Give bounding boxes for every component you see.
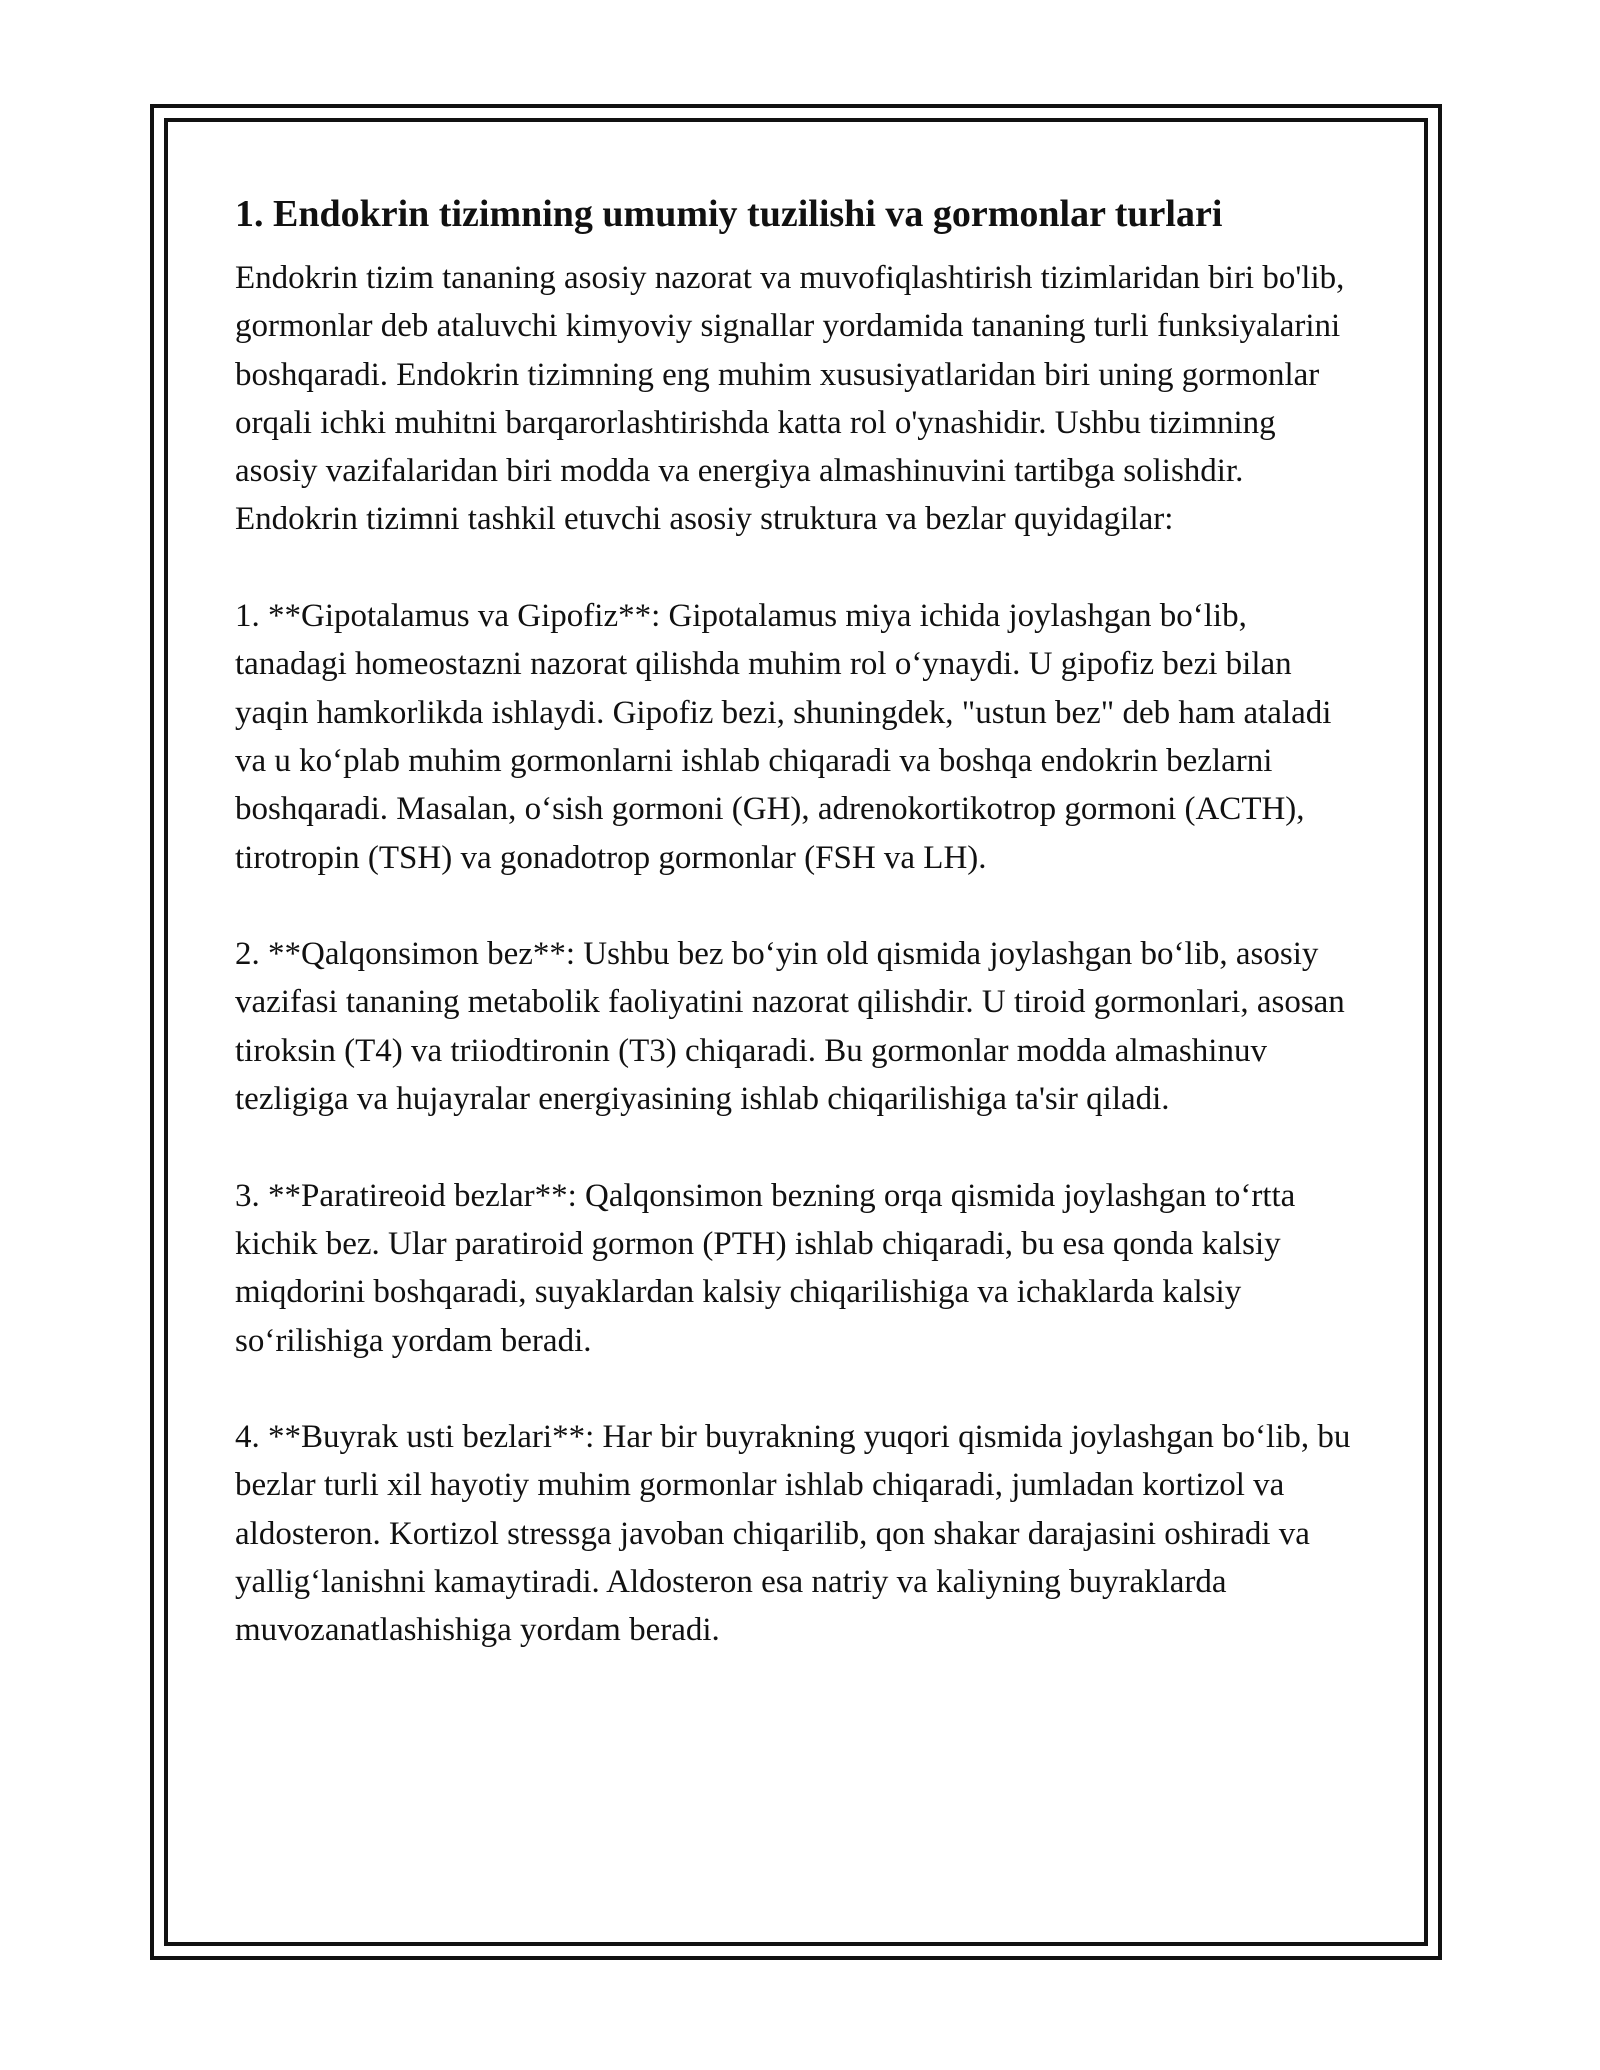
paragraph-gap: [235, 544, 1365, 592]
list-item-qalqonsimon: 2. **Qalqonsimon bez**: Ushbu bez bo‘yin old qismida joylashgan bo‘lib, asosiy vazifasi tananing metabolik faoliyatini nazorat qilishdir. U tiroid gormonlari, asosan tiroksin (T4) va triiodtironin (T3) chiqaradi. Bu gormonlar modda almashinuv tezligiga va hujayralar energiyasining ishlab chiqarilishiga ta'sir qiladi.: [235, 936, 1345, 1118]
paragraph-gap: [235, 882, 1365, 930]
paragraph-gap: [235, 1365, 1365, 1413]
document-body: [235, 188, 1365, 1655]
list-item-buyrak-usti: 4. **Buyrak usti bezlari**: Har bir buyrakning yuqori qismida joylashgan bo‘lib, bu bezlar turli xil hayotiy muhim gormonlar ishlab chiqaradi, jumladan kortizol va aldosteron. Kortizol stressga javoban chiqarilib, qon shakar darajasini oshiradi va yallig‘lanishni kamaytiradi. Aldosteron esa natriy va kaliyning buyraklarda muvozanatlashishiga yordam beradi.: [235, 1419, 1351, 1649]
intro-paragraph: Endokrin tizim tananing asosiy nazorat va muvofiqlashtirish tizimlaridan biri bo'lib, gormonlar deb ataluvchi kimyoviy signallar yordamida tananing turli funksiyalarini boshqaradi. Endokrin tizimning eng muhim xususiyatlaridan biri uning gormonlar orqali ichki muhitni barqarorlashtirishda katta rol o'ynashidir. Ushbu tizimning asosiy vazifalaridan biri modda va energiya almashinuvini tartibga solishdir. Endokrin tizimni tashkil etuvchi asosiy struktura va bezlar quyidagilar:: [235, 260, 1345, 538]
list-item-paratireoid: 3. **Paratireoid bezlar**: Qalqonsimon bezning orqa qismida joylashgan to‘rtta kichik bez. Ular paratiroid gormon (PTH) ishlab chiqaradi, bu esa qonda kalsiy miqdorini boshqaradi, suyaklardan kalsiy chiqarilishiga va ichaklarda kalsiy so‘rilishiga yordam beradi.: [235, 1177, 1296, 1359]
list-item-gipotalamus: 1. **Gipotalamus va Gipofiz**: Gipotalamus miya ichida joylashgan bo‘lib, tanadagi homeostazni nazorat qilishda muhim rol o‘ynaydi. U gipofiz bezi bilan yaqin hamkorlikda ishlaydi. Gipofiz bezi, shuningdek, "ustun bez" deb ham ataladi va u ko‘plab muhim gormonlarni ishlab chiqaradi va boshqa endokrin bezlarni boshqaradi. Masalan, o‘sish gormoni (GH), adrenokortikotrop gormoni (ACTH), tirotropin (TSH) va gonadotrop gormonlar (FSH va LH).: [235, 598, 1332, 876]
section-heading: 1. Endokrin tizimning umumiy tuzilishi va gormonlar turlari: [235, 193, 1223, 235]
paragraph-gap: [235, 1123, 1365, 1171]
